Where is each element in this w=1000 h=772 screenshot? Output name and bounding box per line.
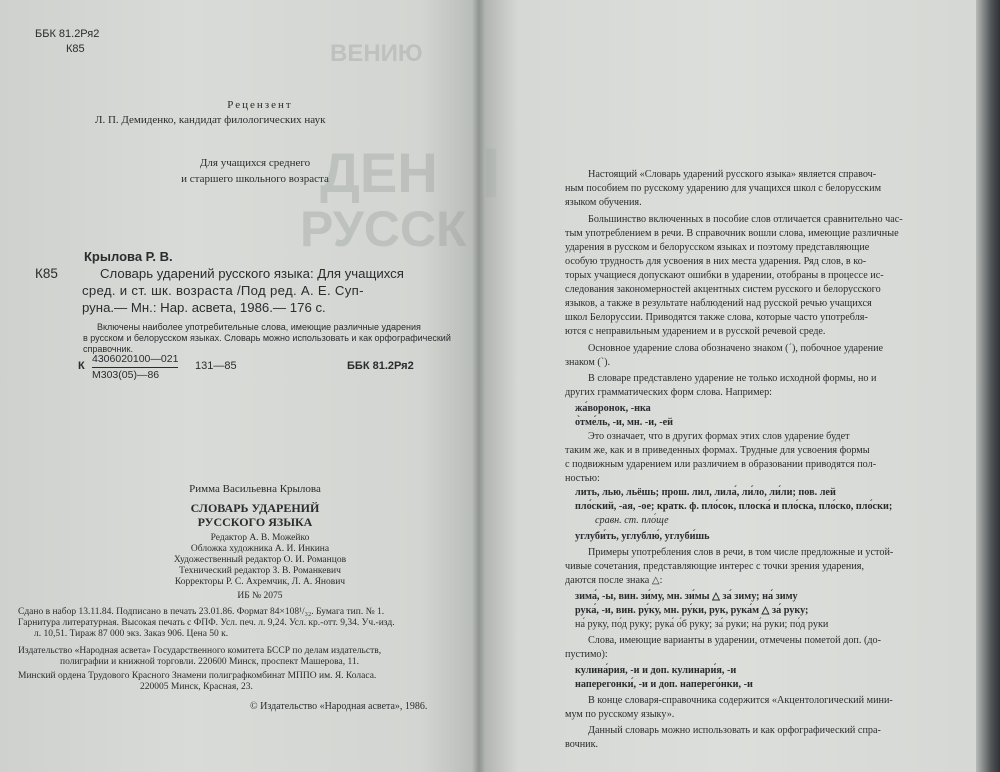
text-line: особую трудность для усвоения в них места ударения. Ряд слов, в ко- <box>565 256 867 267</box>
credit-art-editor: Художественный редактор О. И. Романцов <box>173 555 347 565</box>
print-line-3: л. 10,51. Тираж 87 000 экз. Заказ 906. Цена 50 к. <box>34 629 229 639</box>
publisher-line-2: полиграфии и книжной торговли. 220600 Минск, проспект Машерова, 11. <box>60 657 360 667</box>
credit-cover: Обложка художника А. И. Инкина <box>190 544 330 554</box>
text-line: В конце словаря-справочника содержится «Акцентологический мини- <box>588 695 893 706</box>
text-line: языков, а также в результате наблюдений над русской речью учащихся <box>565 298 872 309</box>
text-line: языком обучения. <box>565 197 642 208</box>
audience-line-1: Для учащихся среднего <box>199 157 311 169</box>
annotation-line-2: в русском и белорусском языках. Словарь можно использовать и как орфографический <box>83 333 451 343</box>
description-line-2: сред. и ст. шк. возраста /Под ред. А. Е. Суп- <box>82 283 364 298</box>
text-line: Примеры употребления слов в речи, в том числе предложные и устой- <box>588 547 894 558</box>
audience-line-2: и старшего школьного возраста <box>181 173 329 185</box>
example-word: зима́, -ы, вин. зи́му, мн. зи́мы △ за́ зиму; на́ зиму <box>575 591 798 602</box>
text-line: ударения в русском и белорусском языках и поэтому представляющие <box>565 242 870 253</box>
example-word: жа́воронок, -нка <box>575 403 651 414</box>
text-line: следования закономерностей акцентных систем русского и белорусского <box>565 284 881 295</box>
text-line: сравн. ст. пло́ще <box>595 515 669 526</box>
ib-number: ИБ № 2075 <box>237 591 283 601</box>
credit-proofreaders: Корректоры Р. С. Ахремчик, Л. А. Янович <box>174 577 346 587</box>
reviewer-heading: Рецензент <box>227 99 293 111</box>
author-full-name: Римма Васильевна Крылова <box>189 483 321 495</box>
text-line: мум по русскому языку». <box>565 709 675 720</box>
left-page <box>0 0 478 772</box>
formula-fraction <box>92 352 178 383</box>
margin-code: К85 <box>35 266 58 281</box>
example-word: наперегонки́, -и и доп. наперего́нки, -и <box>575 679 753 690</box>
reviewer: Л. П. Демиденко, кандидат филологических наук <box>95 114 326 126</box>
text-line: школ Белоруссии. Приводятся также слова, которые часто употребля- <box>565 312 868 323</box>
bleed-through-left-2: ДЕН <box>320 141 438 204</box>
text-line: даются после знака △: <box>565 575 663 586</box>
example-word: рука́, -и, вин. ру́ку, мн. ру́ки, рук, рука́м △ за́ руку; <box>575 605 809 616</box>
example-word: углуби́ть, углублю́, углуби́шь <box>575 531 710 542</box>
print-line-1: Сдано в набор 13.11.84. Подписано в печать 23.01.86. Формат 84×108¹/₃₂. Бумага тип. № 1. <box>18 607 385 617</box>
text-line: тым употреблением в речи. В справочник вошли слова, имеющие различные <box>565 228 899 239</box>
text-line: пустимо): <box>565 649 608 660</box>
bbk-code-bottom: ББК 81.2Ря2 <box>347 360 414 372</box>
text-line: с подвижным ударением или различием в образовании приводятся пол- <box>565 459 877 470</box>
print-line-2: Гарнитура литературная. Высокая печать с ФПФ. Усл. печ. л. 9,24. Усл. кр.-отт. 9,34. Уч.-изд. <box>18 618 395 628</box>
text-line: ются с неправильным ударением и в русской речевой среде. <box>565 326 826 337</box>
text-line: таким же, как и в приведенных формах. Трудные для усвоения формы <box>565 445 870 456</box>
text-line: ным пособием по русскому ударению для учащихся школ с белорусским <box>565 183 882 194</box>
text-line: Это означает, что в других формах этих слов ударение будет <box>588 431 850 442</box>
example-word: кулина́рия, -и и доп. кулинари́я, -и <box>575 665 737 676</box>
text-line: знаком (`). <box>565 357 611 368</box>
printer-line-2: 220005 Минск, Красная, 23. <box>140 682 253 692</box>
book-title-line-1: СЛОВАРЬ УДАРЕНИЙ <box>190 501 320 515</box>
text-line: Настоящий «Словарь ударений русского языка» является справоч- <box>588 169 877 180</box>
text-line: других грамматических форм слова. Например: <box>565 387 773 398</box>
text-line: на́ руку, по́д руку; рука́ о́б руку; за́ руки; на́ руки; по́д руки <box>575 619 829 630</box>
annotation-line-1: Включены наиболее употребительные слова, имеющие различные ударения <box>97 322 421 332</box>
author-heading: Крылова Р. В. <box>84 249 173 264</box>
formula-k: К <box>78 360 85 372</box>
book-gutter <box>472 0 486 772</box>
text-line: торых учащиеся допускают ошибки в ударении, отобраны в процессе ис- <box>565 270 884 281</box>
example-word: о̀тме́ль, -и, мн. -и, -ей <box>575 417 674 428</box>
copyright: © Издательство «Народная асвета», 1986. <box>250 701 428 712</box>
bbk-code: ББК 81.2Ря2 <box>35 28 100 40</box>
example-word: пло́ский, -ая, -ое; кратк. ф. пло́сок, плоска́ и пло́ска, пло́ско, пло́ски; <box>575 501 893 512</box>
publisher-line-1: Издательство «Народная асвета» Государственного комитета БССР по делам издательств, <box>18 646 382 656</box>
example-word: лить, лью, льёшь; прош. лил, лила́, ли́ло, ли́ли; пов. лей <box>575 487 836 498</box>
bbk-letter: К85 <box>66 43 85 55</box>
text-line: Большинство включенных в пособие слов отличается сравнительно час- <box>588 214 903 225</box>
book-title-line-2: РУССКОГО ЯЗЫКА <box>197 515 313 529</box>
text-line: ностью: <box>565 473 600 484</box>
printer-line-1: Минский ордена Трудового Красного Знамени полиграфкомбинат МППО им. Я. Коласа. <box>18 671 377 681</box>
text-line: чивые сочетания, представляющие интерес с точки зрения ударения, <box>565 561 865 572</box>
formula-denominator: М303(05)—86 <box>92 369 160 381</box>
credit-editor: Редактор А. В. Можейко <box>210 533 310 543</box>
annotation-line-3: справочник. <box>83 344 133 354</box>
description-line-3: руна.— Мн.: Нар. асвета, 1986.— 176 с. <box>82 300 326 315</box>
text-line: В словаре представлено ударение не только исходной формы, но и <box>588 373 877 384</box>
bleed-through-left-3: РУССК <box>300 201 467 257</box>
formula-number: 131—85 <box>195 360 237 372</box>
page-edge <box>976 0 1000 772</box>
bleed-through-right: ▌ <box>482 150 511 194</box>
text-line: вочник. <box>565 739 599 750</box>
formula-numerator: 4306020100—021 <box>92 352 178 368</box>
text-line: Слова, имеющие варианты в ударении, отмечены пометой доп. (до- <box>588 635 882 646</box>
text-line: Основное ударение слова обозначено знаком (´), побочное ударение <box>588 343 884 354</box>
credit-tech-editor: Технический редактор З. В. Романкевич <box>179 566 341 576</box>
description-line-1: Словарь ударений русского языка: Для учащихся <box>100 266 404 281</box>
text-line: Данный словарь можно использовать и как орфографический спра- <box>588 725 881 736</box>
bleed-through-left: ВЕНИЮ <box>330 40 423 67</box>
